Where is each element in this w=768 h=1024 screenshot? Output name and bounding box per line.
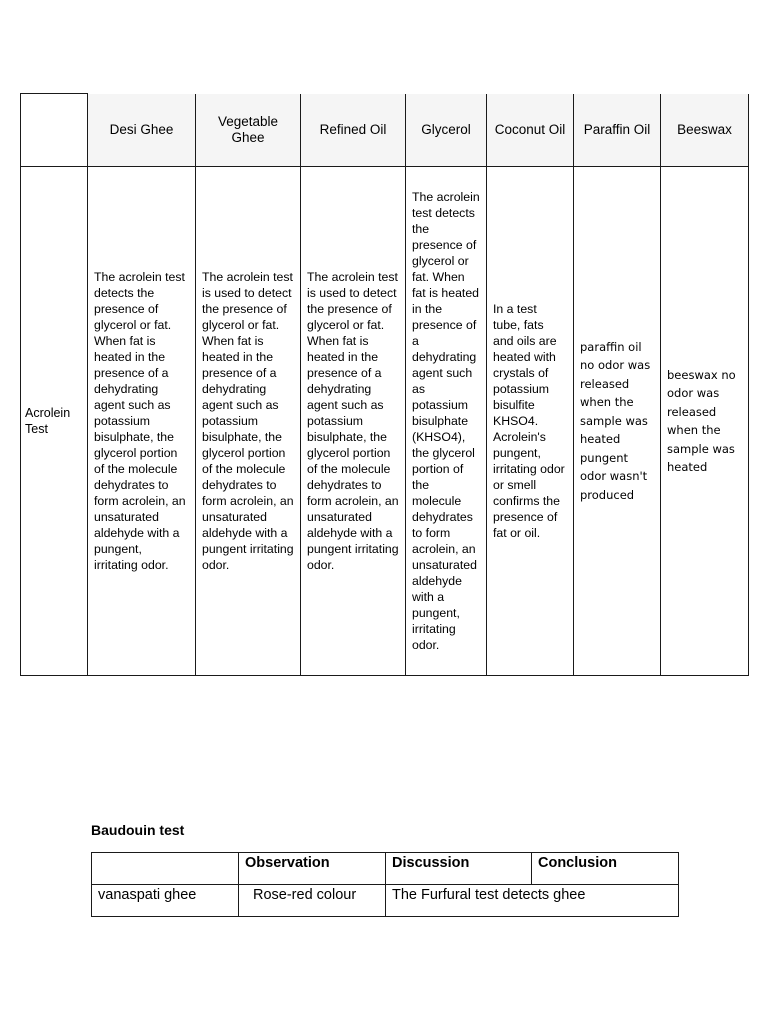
baudouin-header-sample <box>92 853 239 885</box>
header-corner-cell <box>21 94 88 167</box>
table-row <box>92 885 679 917</box>
header-paraffin-oil: Paraffin Oil <box>574 94 661 167</box>
baudouin-header-row <box>92 853 679 885</box>
cell-coconut-oil: In a test tube, fats and oils are heated with crystals of potassium bisulfite KHSO4. Acrolein's pungent, irritating odor or smell confirms the presence of fat or oil. <box>487 167 574 676</box>
acrolein-header-row <box>21 94 749 167</box>
cell-beeswax: beeswax no odor was released when the sample was heated <box>661 167 749 676</box>
baudouin-test-heading: Baudouin test <box>91 822 185 838</box>
baudouin-header-conclusion: Conclusion <box>532 853 679 885</box>
cell-vegetable-ghee: The acrolein test is used to detect the presence of glycerol or fat. When fat is heated in the presence of a dehydrating agent such as potassium bisulphate, the glycerol portion of the molecule dehydrates to form acrolein, an unsaturated aldehyde with a pungent irritating odor. <box>196 167 301 676</box>
cell-glycerol: The acrolein test detects the presence of glycerol or fat. When fat is heated in the presence of a dehydrating agent such as potassium bisulphate (KHSO4), the glycerol portion of the molecule dehydrates to form acrolein, an unsaturated aldehyde with a pungent, irritating odor. <box>406 167 487 676</box>
acrolein-test-table <box>20 93 749 676</box>
baudouin-header-observation: Observation <box>239 853 386 885</box>
baudouin-test-table <box>91 852 679 917</box>
acrolein-test-row <box>21 167 749 676</box>
cell-paraffin-oil: paraffin oil no odor was released when the sample was heated pungent odor wasn't produced <box>574 167 661 676</box>
cell-desi-ghee: The acrolein test detects the presence of glycerol or fat. When fat is heated in the presence of a dehydrating agent such as potassium bisulphate, the glycerol portion of the molecule dehydrates to form acrolein, an unsaturated aldehyde with a pungent, irritating odor. <box>88 167 196 676</box>
header-refined-oil: Refined Oil <box>301 94 406 167</box>
baudouin-header-discussion: Discussion <box>386 853 532 885</box>
row-label-acrolein-test: Acrolein Test <box>21 167 88 676</box>
header-vegetable-ghee: Vegetable Ghee <box>196 94 301 167</box>
baudouin-discussion-cell: The Furfural test detects ghee <box>386 885 679 917</box>
cell-refined-oil: The acrolein test is used to detect the presence of glycerol or fat. When fat is heated in the presence of a dehydrating agent such as potassium bisulphate, the glycerol portion of the molecule dehydrates to form acrolein, an unsaturated aldehyde with a pungent irritating odor. <box>301 167 406 676</box>
header-desi-ghee: Desi Ghee <box>88 94 196 167</box>
header-coconut-oil: Coconut Oil <box>487 94 574 167</box>
header-glycerol: Glycerol <box>406 94 487 167</box>
baudouin-sample-cell: vanaspati ghee <box>92 885 239 917</box>
header-beeswax: Beeswax <box>661 94 749 167</box>
baudouin-observation-cell: Rose-red colour <box>239 885 386 917</box>
